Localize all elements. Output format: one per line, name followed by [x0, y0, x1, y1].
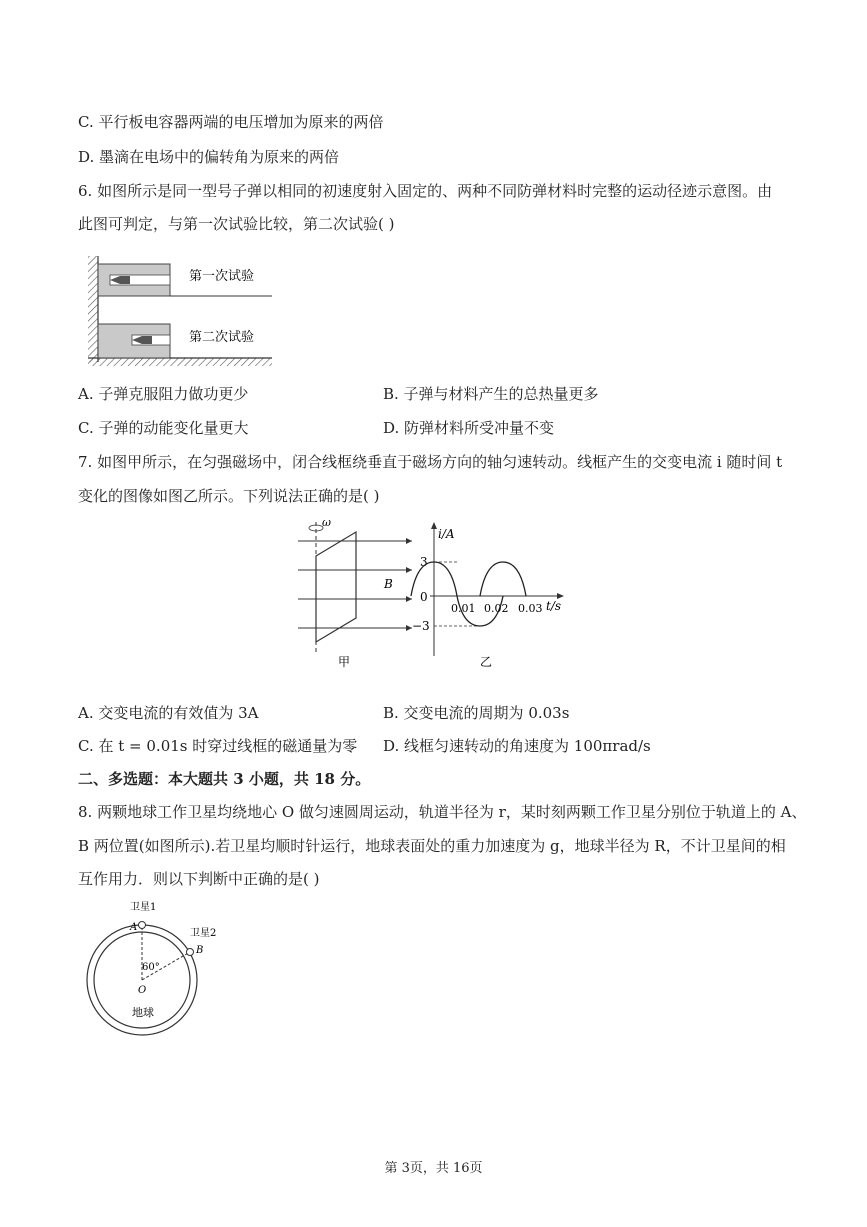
q5-option-c: C. 平行板电容器两端的电压增加为原来的两倍 — [78, 113, 384, 131]
earth-label: 地球 — [132, 1006, 154, 1019]
x-tick-001: 0.01 — [451, 602, 476, 615]
q7-option-b: B. 交变电流的周期为 0.03s — [383, 704, 570, 722]
q8-stem-line2: B 两位置(如图所示).若卫星均顺时针运行，地球表面处的重力加速度为 g，地球半径为 R，不计卫星间的相 — [78, 837, 786, 855]
figure-label-test2: 第二次试验 — [189, 330, 255, 345]
q7-stem-line2: 变化的图像如图乙所示。下列说法正确的是( ) — [78, 487, 380, 505]
q6-stem-line2: 此图可判定，与第一次试验比较，第二次试验( ) — [78, 215, 395, 233]
page-footer: 第 3页，共 16页 — [384, 1161, 483, 1176]
section-2-title: 二、多选题：本大题共 3 小题，共 18 分。 — [78, 770, 371, 788]
label-jia: 甲 — [338, 655, 351, 669]
angle-label: 60° — [142, 962, 160, 973]
y-tick-neg3: −3 — [412, 619, 430, 633]
q8-stem-line1: 8. 两颗地球工作卫星均绕地心 O 做匀速圆周运动，轨道半径为 r，某时刻两颗工作卫星分别位于轨道上的 A、 — [78, 803, 807, 821]
q7-stem-line1: 7. 如图甲所示，在匀强磁场中，闭合线框绕垂直于磁场方向的轴匀速转动。线框产生的交变电流 i 随时间 t — [78, 453, 783, 471]
q6-option-c: C. 子弹的动能变化量更大 — [78, 419, 249, 437]
x-tick-002: 0.02 — [484, 602, 509, 615]
q7-figure — [294, 514, 574, 674]
satellite-2-marker — [187, 949, 194, 956]
q7-option-d: D. 线框匀速转动的角速度为 100πrad/s — [383, 737, 651, 755]
magnetic-field-label: B — [384, 577, 393, 591]
sat2-label: 卫星2 — [190, 928, 217, 939]
q5-option-d: D. 墨滴在电场中的偏转角为原来的两倍 — [78, 148, 340, 166]
q6-bullet-figure — [86, 252, 276, 368]
q6-option-a: A. 子弹克服阻力做功更少 — [78, 385, 249, 403]
floor-hatch — [88, 358, 272, 366]
point-b-label: B — [196, 945, 204, 956]
q6-option-b: B. 子弹与材料产生的总热量更多 — [383, 385, 599, 403]
figure-label-test1: 第一次试验 — [189, 269, 255, 284]
current-graph-yi — [411, 522, 564, 669]
q7-option-c: C. 在 t = 0.01s 时穿过线框的磁通量为零 — [78, 737, 358, 755]
x-tick-003: 0.03 — [518, 602, 543, 615]
q8-stem-line3: 互作用力．则以下判断中正确的是( ) — [78, 870, 320, 888]
y-tick-3: 3 — [420, 555, 428, 569]
wall-hatch — [88, 256, 98, 362]
y-axis-label: i/A — [438, 527, 455, 541]
point-a-label: A — [130, 922, 138, 933]
q6-stem-line1: 6. 如图所示是同一型号子弹以相同的初速度射入固定的、两种不同防弹材料时完整的运动径迹示意图。由 — [78, 182, 773, 200]
satellite-1-marker — [139, 922, 146, 929]
label-yi: 乙 — [480, 655, 493, 669]
x-axis-label: t/s — [546, 599, 562, 613]
omega-label: ω — [322, 516, 331, 529]
q6-option-d: D. 防弹材料所受冲量不变 — [383, 419, 555, 437]
y-tick-0: 0 — [420, 590, 428, 604]
q7-option-a: A. 交变电流的有效值为 3A — [78, 704, 259, 722]
sat1-label: 卫星1 — [130, 902, 157, 913]
center-o-label: O — [138, 985, 147, 996]
q8-orbit-figure — [72, 896, 222, 1036]
coil-figure-jia — [298, 516, 412, 669]
